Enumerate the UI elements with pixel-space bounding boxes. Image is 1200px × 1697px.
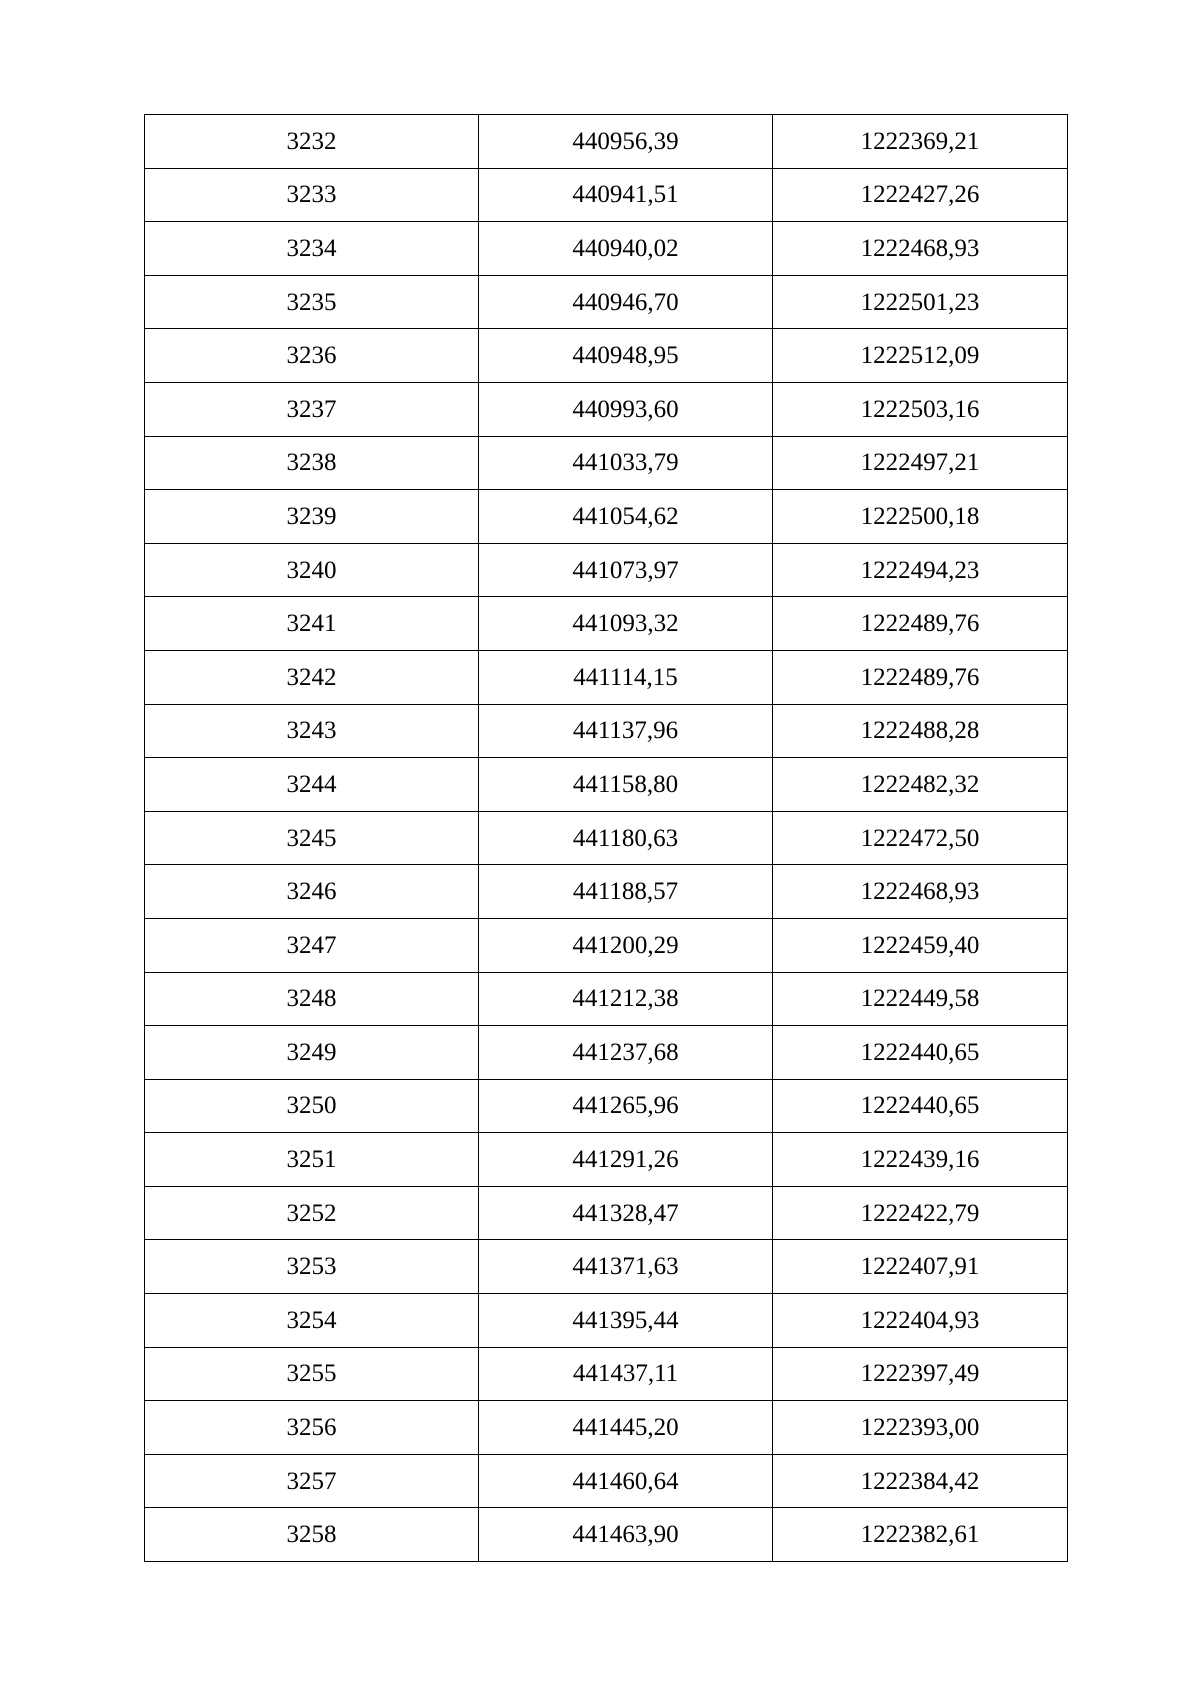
table-row [145, 329, 1068, 383]
point-number-cell: 3249 [145, 1026, 479, 1080]
point-number-cell: 3241 [145, 597, 479, 651]
table-row [145, 115, 1068, 169]
table-row [145, 1133, 1068, 1187]
x-coordinate-cell: 440946,70 [479, 275, 773, 329]
x-coordinate-cell: 441291,26 [479, 1133, 773, 1187]
y-coordinate-cell: 1222482,32 [773, 758, 1068, 812]
x-coordinate-cell: 441180,63 [479, 811, 773, 865]
point-number-cell: 3250 [145, 1079, 479, 1133]
table-row [145, 382, 1068, 436]
point-number-cell: 3235 [145, 275, 479, 329]
table-row [145, 1508, 1068, 1562]
x-coordinate-cell: 440948,95 [479, 329, 773, 383]
table-row [145, 168, 1068, 222]
table-row [145, 1079, 1068, 1133]
table-row [145, 865, 1068, 919]
x-coordinate-cell: 441212,38 [479, 972, 773, 1026]
y-coordinate-cell: 1222488,28 [773, 704, 1068, 758]
table-row [145, 811, 1068, 865]
x-coordinate-cell: 440993,60 [479, 382, 773, 436]
table-row [145, 972, 1068, 1026]
y-coordinate-cell: 1222459,40 [773, 918, 1068, 972]
x-coordinate-cell: 441445,20 [479, 1401, 773, 1455]
y-coordinate-cell: 1222393,00 [773, 1401, 1068, 1455]
point-number-cell: 3232 [145, 115, 479, 169]
table-row [145, 275, 1068, 329]
x-coordinate-cell: 441237,68 [479, 1026, 773, 1080]
coordinates-table [144, 114, 1068, 1562]
table-row [145, 704, 1068, 758]
x-coordinate-cell: 441463,90 [479, 1508, 773, 1562]
point-number-cell: 3251 [145, 1133, 479, 1187]
point-number-cell: 3239 [145, 490, 479, 544]
point-number-cell: 3237 [145, 382, 479, 436]
y-coordinate-cell: 1222489,76 [773, 597, 1068, 651]
x-coordinate-cell: 441073,97 [479, 543, 773, 597]
x-coordinate-cell: 441114,15 [479, 650, 773, 704]
y-coordinate-cell: 1222472,50 [773, 811, 1068, 865]
table-row [145, 650, 1068, 704]
y-coordinate-cell: 1222440,65 [773, 1079, 1068, 1133]
point-number-cell: 3256 [145, 1401, 479, 1455]
point-number-cell: 3257 [145, 1454, 479, 1508]
point-number-cell: 3238 [145, 436, 479, 490]
y-coordinate-cell: 1222407,91 [773, 1240, 1068, 1294]
y-coordinate-cell: 1222382,61 [773, 1508, 1068, 1562]
table-row [145, 222, 1068, 276]
y-coordinate-cell: 1222440,65 [773, 1026, 1068, 1080]
point-number-cell: 3255 [145, 1347, 479, 1401]
point-number-cell: 3244 [145, 758, 479, 812]
x-coordinate-cell: 441054,62 [479, 490, 773, 544]
table-row [145, 1401, 1068, 1455]
x-coordinate-cell: 441460,64 [479, 1454, 773, 1508]
table-row [145, 1186, 1068, 1240]
x-coordinate-cell: 441033,79 [479, 436, 773, 490]
point-number-cell: 3254 [145, 1294, 479, 1348]
y-coordinate-cell: 1222427,26 [773, 168, 1068, 222]
coordinates-table-body [145, 115, 1068, 1562]
point-number-cell: 3253 [145, 1240, 479, 1294]
table-row [145, 918, 1068, 972]
x-coordinate-cell: 440941,51 [479, 168, 773, 222]
table-row [145, 597, 1068, 651]
y-coordinate-cell: 1222384,42 [773, 1454, 1068, 1508]
table-row [145, 1347, 1068, 1401]
table-row [145, 1454, 1068, 1508]
x-coordinate-cell: 441188,57 [479, 865, 773, 919]
x-coordinate-cell: 441437,11 [479, 1347, 773, 1401]
y-coordinate-cell: 1222494,23 [773, 543, 1068, 597]
x-coordinate-cell: 441158,80 [479, 758, 773, 812]
x-coordinate-cell: 441093,32 [479, 597, 773, 651]
y-coordinate-cell: 1222468,93 [773, 222, 1068, 276]
point-number-cell: 3233 [145, 168, 479, 222]
table-row [145, 1026, 1068, 1080]
y-coordinate-cell: 1222404,93 [773, 1294, 1068, 1348]
x-coordinate-cell: 441137,96 [479, 704, 773, 758]
y-coordinate-cell: 1222422,79 [773, 1186, 1068, 1240]
table-row [145, 1240, 1068, 1294]
point-number-cell: 3246 [145, 865, 479, 919]
y-coordinate-cell: 1222500,18 [773, 490, 1068, 544]
y-coordinate-cell: 1222397,49 [773, 1347, 1068, 1401]
y-coordinate-cell: 1222497,21 [773, 436, 1068, 490]
y-coordinate-cell: 1222439,16 [773, 1133, 1068, 1187]
point-number-cell: 3240 [145, 543, 479, 597]
point-number-cell: 3245 [145, 811, 479, 865]
point-number-cell: 3252 [145, 1186, 479, 1240]
table-row [145, 490, 1068, 544]
point-number-cell: 3243 [145, 704, 479, 758]
table-row [145, 1294, 1068, 1348]
table-row [145, 543, 1068, 597]
x-coordinate-cell: 440956,39 [479, 115, 773, 169]
y-coordinate-cell: 1222503,16 [773, 382, 1068, 436]
point-number-cell: 3236 [145, 329, 479, 383]
x-coordinate-cell: 441395,44 [479, 1294, 773, 1348]
y-coordinate-cell: 1222449,58 [773, 972, 1068, 1026]
x-coordinate-cell: 441200,29 [479, 918, 773, 972]
point-number-cell: 3242 [145, 650, 479, 704]
table-row [145, 436, 1068, 490]
x-coordinate-cell: 441265,96 [479, 1079, 773, 1133]
point-number-cell: 3248 [145, 972, 479, 1026]
table-row [145, 758, 1068, 812]
y-coordinate-cell: 1222512,09 [773, 329, 1068, 383]
x-coordinate-cell: 441371,63 [479, 1240, 773, 1294]
y-coordinate-cell: 1222369,21 [773, 115, 1068, 169]
point-number-cell: 3234 [145, 222, 479, 276]
x-coordinate-cell: 440940,02 [479, 222, 773, 276]
point-number-cell: 3258 [145, 1508, 479, 1562]
y-coordinate-cell: 1222501,23 [773, 275, 1068, 329]
x-coordinate-cell: 441328,47 [479, 1186, 773, 1240]
point-number-cell: 3247 [145, 918, 479, 972]
y-coordinate-cell: 1222489,76 [773, 650, 1068, 704]
y-coordinate-cell: 1222468,93 [773, 865, 1068, 919]
